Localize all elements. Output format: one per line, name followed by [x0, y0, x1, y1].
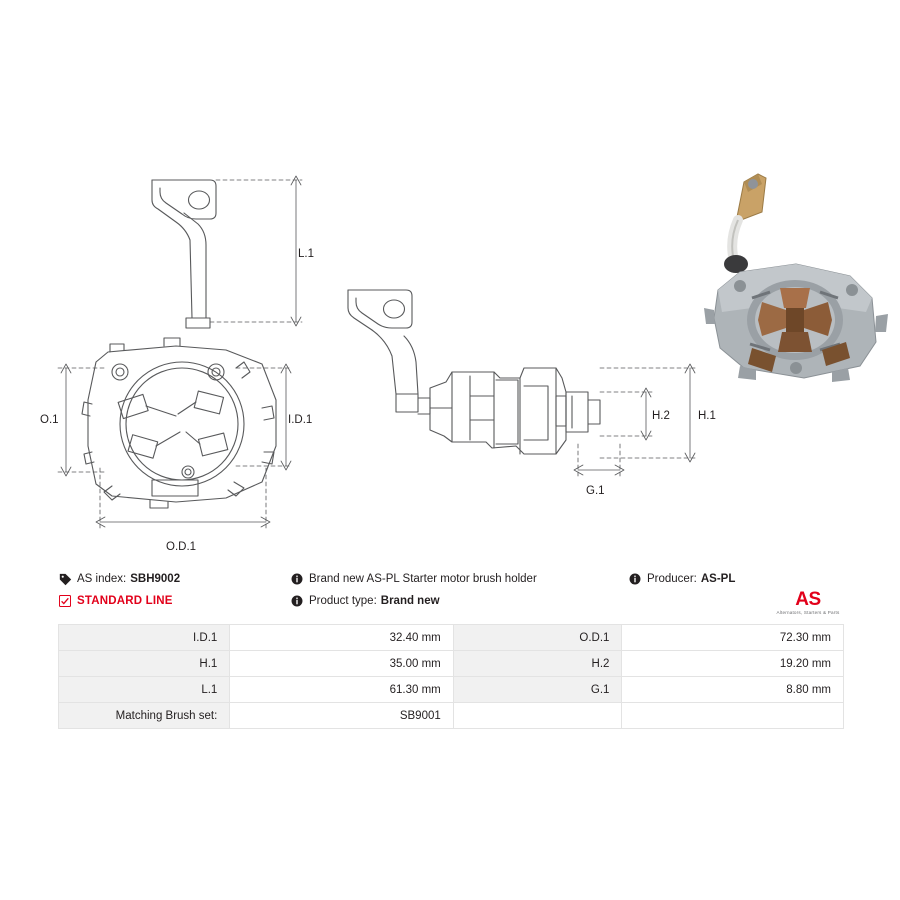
spec-key: H.2 — [453, 651, 622, 677]
logo-tagline: Alternators, Starters & Parts — [776, 610, 840, 615]
spec-value: 61.30 mm — [230, 677, 453, 703]
spec-empty-cell — [453, 703, 622, 729]
producer-value: AS-PL — [700, 573, 736, 585]
spec-empty-cell — [622, 703, 844, 729]
check-box-icon — [58, 594, 72, 608]
info-col-middle — [290, 568, 640, 612]
table-row — [59, 651, 844, 677]
spec-value: SB9001 — [230, 703, 453, 729]
label-h1: H.1 — [698, 410, 716, 422]
table-row — [59, 703, 844, 729]
label-od1: O.D.1 — [166, 541, 197, 553]
product-photo-svg — [700, 160, 895, 410]
product-photo — [700, 160, 895, 410]
info-icon-3 — [628, 572, 642, 586]
side-view — [348, 290, 600, 454]
producer-row — [628, 568, 844, 590]
info-icon — [290, 572, 304, 586]
table-row — [59, 625, 844, 651]
spec-key: L.1 — [59, 677, 230, 703]
label-h2: H.2 — [652, 410, 670, 422]
label-id1: I.D.1 — [288, 414, 313, 426]
standard-line-label: STANDARD LINE — [77, 595, 173, 607]
info-col-left — [58, 568, 298, 612]
product-type-label: Product type: — [309, 595, 377, 607]
product-info — [58, 568, 844, 620]
as-index-label: AS index: — [77, 573, 127, 585]
info-col-right — [628, 568, 844, 615]
product-type-row — [290, 590, 640, 612]
side-view-dimensions — [574, 364, 696, 478]
label-l1: L.1 — [298, 248, 314, 260]
standard-line-row — [58, 590, 298, 612]
spec-key: H.1 — [59, 651, 230, 677]
spec-value: 8.80 mm — [622, 677, 844, 703]
label-g1: G.1 — [586, 485, 605, 497]
spec-key: O.D.1 — [453, 625, 622, 651]
left-view-plate — [82, 338, 276, 508]
as-pl-logo — [772, 590, 844, 615]
description-row — [290, 568, 640, 590]
dimension-labels — [40, 248, 716, 553]
spec-key: Matching Brush set: — [59, 703, 230, 729]
tag-icon — [58, 572, 72, 586]
spec-key: G.1 — [453, 677, 622, 703]
product-description: Brand new AS-PL Starter motor brush holder — [309, 573, 537, 585]
spec-value: 32.40 mm — [230, 625, 453, 651]
as-index-value: SBH9002 — [130, 573, 181, 585]
spec-value: 35.00 mm — [230, 651, 453, 677]
logo-wordmark: AS — [795, 589, 821, 610]
spec-key: I.D.1 — [59, 625, 230, 651]
table-row — [59, 677, 844, 703]
info-icon-2 — [290, 594, 304, 608]
product-type-value: Brand new — [380, 595, 440, 607]
producer-label: Producer: — [647, 573, 697, 585]
spec-value: 19.20 mm — [622, 651, 844, 677]
specs-table — [58, 624, 844, 729]
left-view-lead — [152, 180, 216, 328]
label-o1: O.1 — [40, 414, 59, 426]
spec-value: 72.30 mm — [622, 625, 844, 651]
as-index-row — [58, 568, 298, 590]
